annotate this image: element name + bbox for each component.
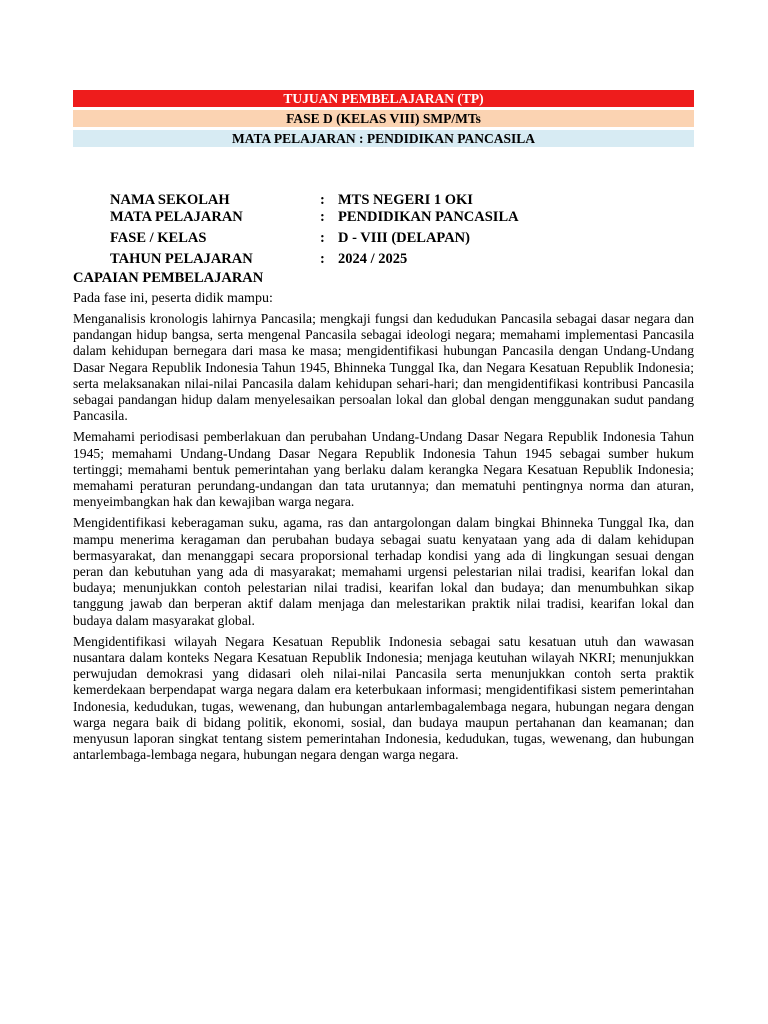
title-banner: TUJUAN PEMBELAJARAN (TP)	[73, 90, 694, 107]
info-value: PENDIDIKAN PANCASILA	[338, 209, 519, 225]
info-label: TAHUN PELAJARAN	[110, 251, 253, 267]
paragraph-pancasila: Menganalisis kronologis lahirnya Pancasila; mengkaji fungsi dan kedudukan Pancasila sebagai dasar negara dan pandangan hidup bangsa, serta mengenal Pancasila sebagai ideologi negara; memahami implementasi Pancasila dalam kehidupan bernegara dari masa ke masa; mengidentifikasi hubungan Pancasila dengan Undang-Undang Dasar Negara Republik Indonesia Tahun 1945, Bhinneka Tunggal Ika, dan Negara Kesatuan Republik Indonesia; serta melaksanakan nilai-nilai Pancasila dalam kehidupan sehari-hari; dan mengidentifikasi kontribusi Pancasila sebagai pandangan hidup dalam menyelesaikan persoalan lokal dan global dengan menggunakan sudut pandang Pancasila.	[73, 311, 694, 424]
info-colon: :	[320, 230, 325, 246]
info-label: MATA PELAJARAN	[110, 209, 243, 225]
phase-banner: FASE D (KELAS VIII) SMP/MTs	[73, 110, 694, 127]
info-label: FASE / KELAS	[110, 230, 207, 246]
info-value: D - VIII (DELAPAN)	[338, 230, 470, 246]
learning-outcomes-body	[73, 311, 694, 768]
info-colon: :	[320, 192, 325, 208]
info-value: 2024 / 2025	[338, 251, 408, 267]
section-heading: CAPAIAN PEMBELAJARAN	[73, 270, 264, 286]
info-colon: :	[320, 209, 325, 225]
intro-text: Pada fase ini, peserta didik mampu:	[73, 291, 273, 306]
paragraph-bhinneka: Mengidentifikasi keberagaman suku, agama, ras dan antargolongan dalam bingkai Bhinneka Tunggal Ika, dan mampu menerima keragaman dan perubahan budaya sebagai suatu kenyataan yang ada di dalam kehidupan bermasyarakat, dan menanggapi secara proporsional terhadap kondisi yang ada di lingkungan sesuai dengan peran dan kebutuhan yang ada di masyarakat; memahami urgensi pelestarian nilai tradisi, kearifan lokal dan budaya; menunjukkan contoh pelestarian nilai tradisi, kearifan lokal dan budaya; dan menumbuhkan sikap tanggung jawab dan berperan aktif dalam menjaga dan melestarikan praktik nilai tradisi, kearifan lokal dan budaya dalam masyarakat global.	[73, 515, 694, 628]
paragraph-nkri: Mengidentifikasi wilayah Negara Kesatuan Republik Indonesia sebagai satu kesatuan utuh dan wawasan nusantara dalam konteks Negara Kesatuan Republik Indonesia; menjaga keutuhan wilayah NKRI; menunjukkan perwujudan demokrasi yang didasari oleh nilai-nilai Pancasila serta menunjukkan contoh serta praktik kemerdekaan berpendapat warga negara dalam era keterbukaan informasi; mengidentifikasi sistem pemerintahan Indonesia, kedudukan, tugas, wewenang, dan hubungan antarlembagalembaga negara, hubungan negara dengan warga negara baik di bidang politik, ekonomi, sosial, dan budaya maupun pertahanan dan keamanan; dan menyusun laporan singkat tentang sistem pemerintahan Indonesia, kedudukan, tugas, wewenang, dan hubungan antarlembaga-lembaga negara, hubungan negara dengan warga negara.	[73, 633, 694, 763]
paragraph-uud: Memahami periodisasi pemberlakuan dan perubahan Undang-Undang Dasar Negara Republik Indonesia Tahun 1945; memahami Undang-Undang Dasar Negara Republik Indonesia Tahun 1945 sebagai sumber hukum tertinggi; memahami bentuk pemerintahan yang berlaku dalam kerangka Negara Kesatuan Republik Indonesia; memahami peraturan perundang-undangan dan tata urutannya; dan mematuhi pentingnya norma dan aturan, menyeimbangkan hak dan kewajiban warga negara.	[73, 429, 694, 510]
info-colon: :	[320, 251, 325, 267]
info-value: MTS NEGERI 1 OKI	[338, 192, 473, 208]
subject-banner: MATA PELAJARAN : PENDIDIKAN PANCASILA	[73, 130, 694, 147]
info-label: NAMA SEKOLAH	[110, 192, 230, 208]
